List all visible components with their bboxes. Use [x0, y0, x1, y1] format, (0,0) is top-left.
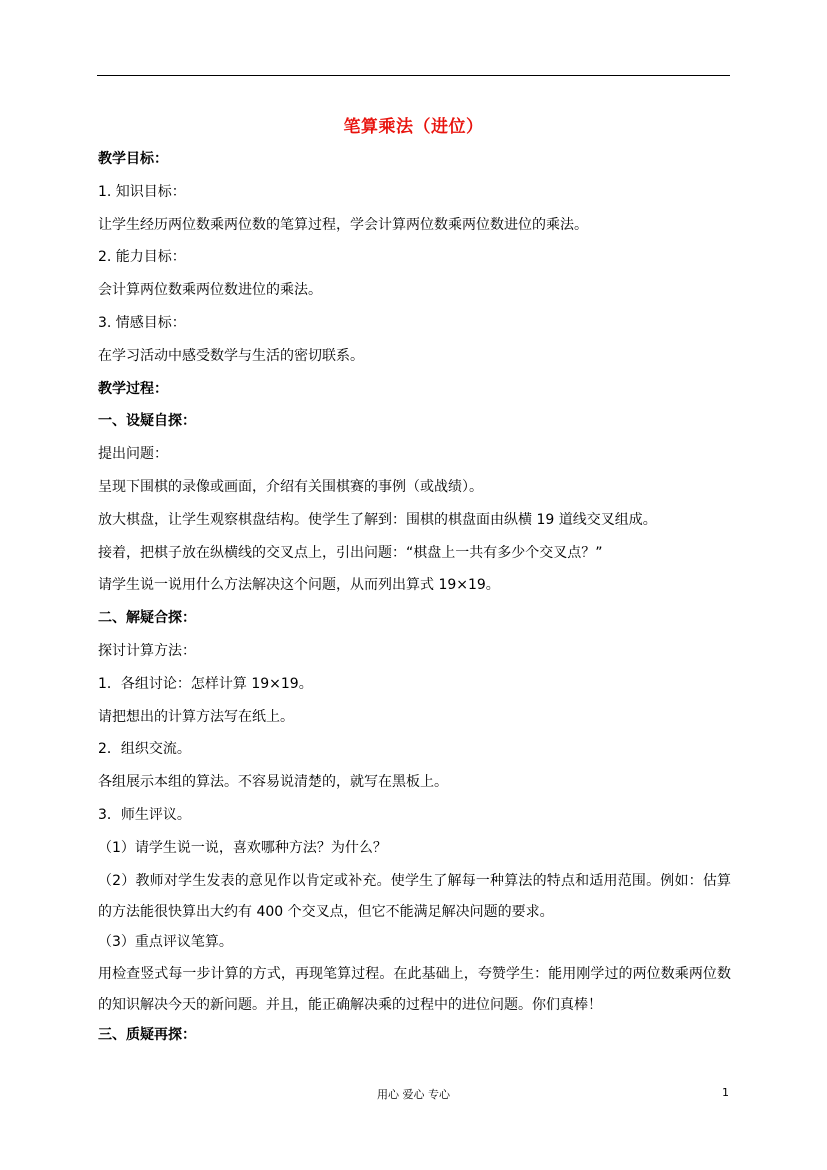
paragraph: 在学习活动中感受数学与生活的密切联系。 — [98, 347, 364, 364]
paragraph: 放大棋盘，让学生观察棋盘结构。使学生了解到：围棋的棋盘面由纵横 19 道线交叉组成。 — [98, 511, 657, 528]
list-item: 1．各组讨论：怎样计算 19×19。 — [98, 675, 313, 692]
list-item: （1）请学生说一说，喜欢哪种方法？为什么？ — [98, 839, 387, 856]
subsection-heading-2: 二、解疑合探： — [98, 610, 196, 627]
paragraph: 请把想出的计算方法写在纸上。 — [98, 708, 294, 725]
header-rule — [97, 75, 730, 76]
page-number: 1 — [722, 1086, 729, 1099]
paragraph: 请学生说一说用什么方法解决这个问题，从而列出算式 19×19。 — [98, 577, 500, 594]
list-item: 3．师生评议。 — [98, 806, 191, 823]
paragraph: 接着，把棋子放在纵横线的交叉点上，引出问题：“棋盘上一共有多少个交叉点？” — [98, 544, 603, 561]
paragraph: 让学生经历两位数乘两位数的笔算过程，学会计算两位数乘两位数进位的乘法。 — [98, 216, 588, 233]
subsection-heading-1: 一、设疑自探： — [98, 413, 196, 430]
paragraph: （2）教师对学生发表的意见作以肯定或补充。使学生了解每一种算法的特点和适用范围。例如：估算的方法能很快算出大约有 400 个交叉点，但它不能满足解决问题的要求。 — [98, 872, 731, 920]
goal-item-ability: 2. 能力目标： — [98, 249, 186, 266]
subsection-heading-3: 三、质疑再探： — [98, 1027, 196, 1044]
section-heading-teaching-goals: 教学目标： — [98, 151, 168, 167]
paragraph: 提出问题： — [98, 446, 168, 463]
paragraph: 探讨计算方法： — [98, 642, 196, 659]
goal-item-emotion: 3. 情感目标： — [98, 314, 186, 331]
paragraph: 各组展示本组的算法。不容易说清楚的，就写在黑板上。 — [98, 774, 448, 791]
goal-item-knowledge: 1. 知识目标： — [98, 183, 186, 200]
document-title: 笔算乘法（进位） — [343, 117, 484, 137]
footer-motto: 用心 爱心 专心 — [377, 1088, 450, 1101]
paragraph: 会计算两位数乘两位数进位的乘法。 — [98, 282, 322, 299]
section-heading-teaching-process: 教学过程： — [98, 380, 168, 397]
paragraph: 呈现下围棋的录像或画面，介绍有关围棋赛的事例（或战绩）。 — [98, 478, 483, 495]
paragraph: 用检查竖式每一步计算的方式，再现笔算过程。在此基础上，夸赞学生：能用刚学过的两位数乘两位数的知识解决今天的新问题。并且，能正确解决乘的过程中的进位问题。你们真棒！ — [98, 966, 731, 1014]
list-item: 2．组织交流。 — [98, 741, 191, 758]
document-body — [98, 149, 731, 1045]
list-item: （3）重点评议笔算。 — [98, 933, 233, 950]
